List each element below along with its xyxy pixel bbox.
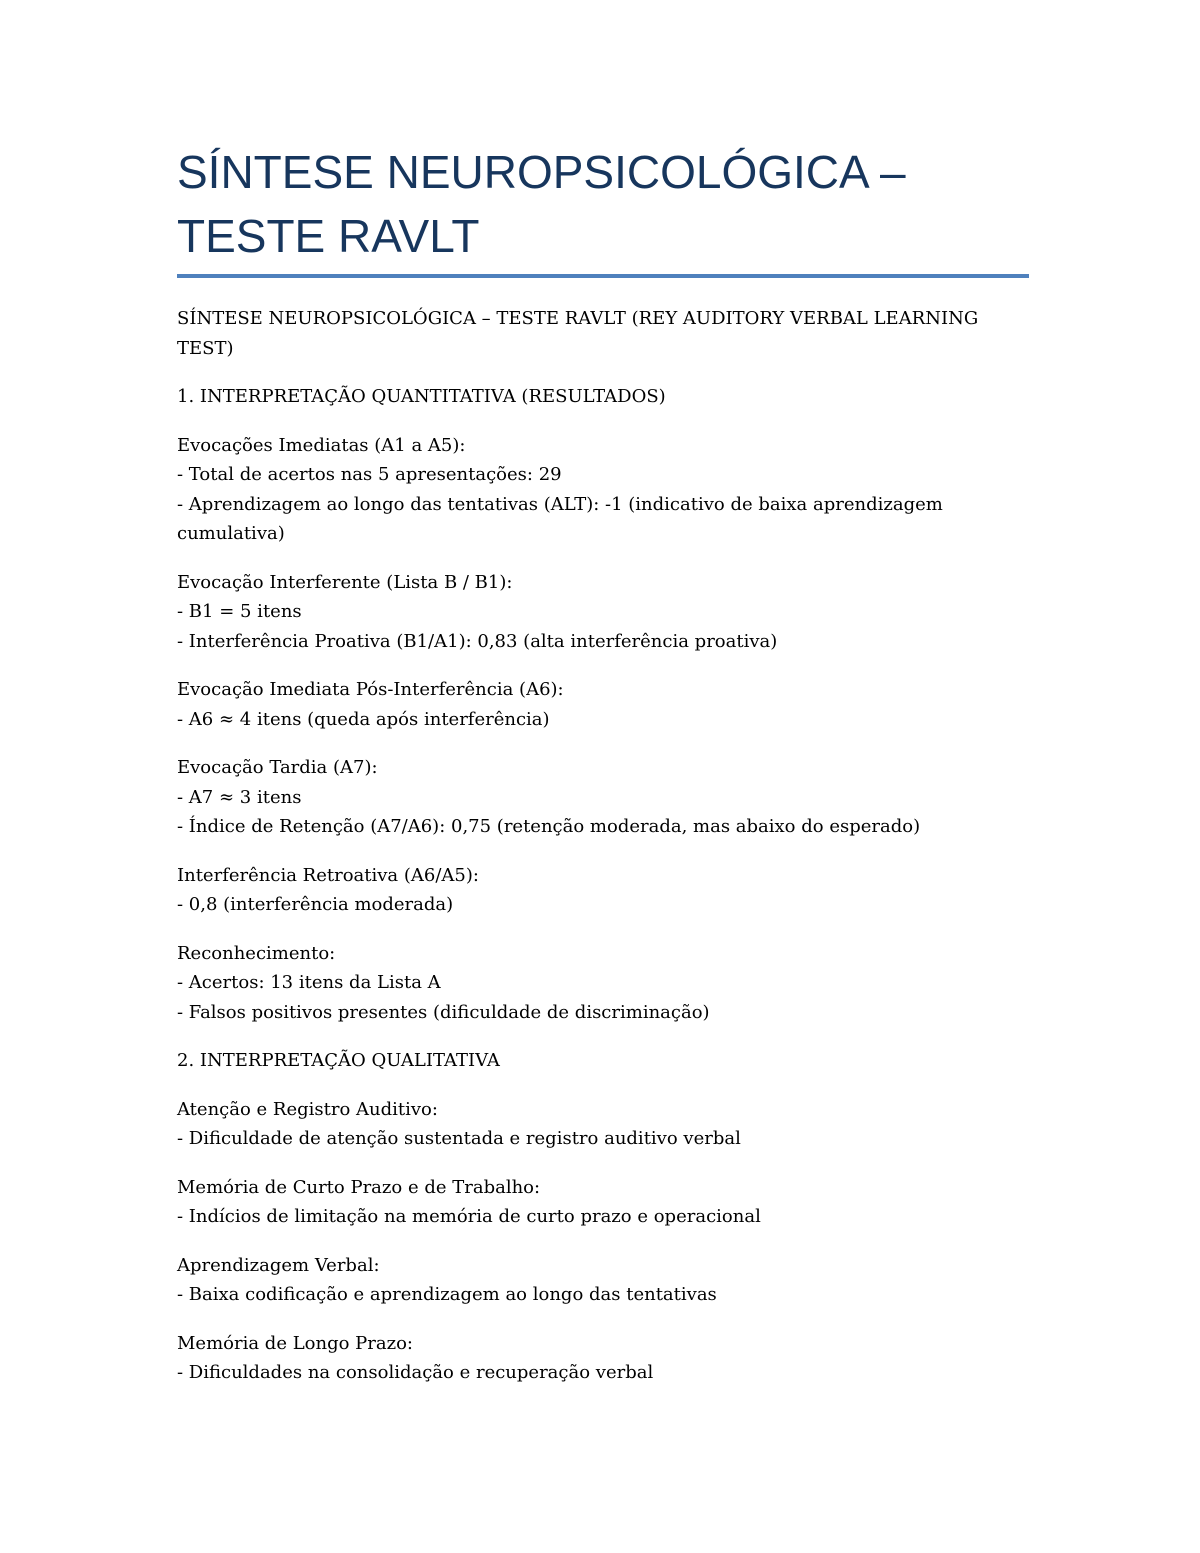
block-line: - Interferência Proativa (B1/A1): 0,83 (alta interferência proativa) [177, 630, 778, 652]
block-heading: Evocação Imediata Pós-Interferência (A6): [177, 679, 564, 700]
block-line: - Índice de Retenção (A7/A6): 0,75 (retenção moderada, mas abaixo do esperado) [177, 816, 921, 837]
block-line: - Dificuldades na consolidação e recuperação verbal [177, 1362, 654, 1383]
block-atencao-registro [177, 1095, 1029, 1154]
block-heading: Reconhecimento: [177, 942, 336, 964]
block-evocacoes-imediatas [177, 431, 1029, 549]
block-heading: Evocação Tardia (A7): [177, 757, 378, 778]
block-evocacao-tardia [177, 753, 1029, 842]
block-heading: Memória de Longo Prazo: [177, 1332, 413, 1354]
block-line: - Falsos positivos presentes (dificuldade de discriminação) [177, 1001, 710, 1023]
block-interferencia-retroativa [177, 861, 1029, 920]
block-line: - 0,8 (interferência moderada) [177, 894, 454, 915]
block-evocacao-interferente [177, 568, 1029, 657]
section-2-heading: 2. INTERPRETAÇÃO QUALITATIVA [177, 1050, 500, 1071]
block-line: - Dificuldade de atenção sustentada e registro auditivo verbal [177, 1128, 741, 1149]
block-heading: Atenção e Registro Auditivo: [177, 1098, 438, 1120]
block-aprendizagem-verbal [177, 1251, 1029, 1310]
title-underline-rule [177, 274, 1029, 278]
document-body [177, 304, 1029, 1388]
block-line: - B1 = 5 itens [177, 601, 302, 622]
block-line: - Baixa codificação e aprendizagem ao longo das tentativas [177, 1284, 717, 1305]
block-heading: Aprendizagem Verbal: [177, 1254, 380, 1276]
section-1-heading: 1. INTERPRETAÇÃO QUANTITATIVA (RESULTADOS) [177, 386, 666, 407]
block-line: - Indícios de limitação na memória de curto prazo e operacional [177, 1206, 761, 1227]
document-content [177, 140, 1029, 1407]
document-subtitle: SÍNTESE NEUROPSICOLÓGICA – TESTE RAVLT (REY AUDITORY VERBAL LEARNING TEST) [177, 308, 979, 359]
block-line: - Total de acertos nas 5 apresentações: 29 [177, 464, 562, 485]
block-heading: Evocações Imediatas (A1 a A5): [177, 434, 466, 456]
block-line: - A6 ≈ 4 itens (queda após interferência) [177, 708, 550, 730]
block-memoria-longo-prazo [177, 1329, 1029, 1388]
block-line: - Acertos: 13 itens da Lista A [177, 972, 441, 993]
document-title: SÍNTESE NEUROPSICOLÓGICA – TESTE RAVLT [177, 146, 906, 262]
block-heading: Evocação Interferente (Lista B / B1): [177, 571, 513, 593]
block-evocacao-pos-interferencia [177, 675, 1029, 734]
block-heading: Memória de Curto Prazo e de Trabalho: [177, 1176, 541, 1198]
block-heading: Interferência Retroativa (A6/A5): [177, 864, 479, 886]
block-memoria-curto-prazo [177, 1173, 1029, 1232]
block-reconhecimento [177, 939, 1029, 1028]
block-line: - Aprendizagem ao longo das tentativas (ALT): -1 (indicativo de baixa aprendizagem cumulativa) [177, 493, 943, 544]
block-line: - A7 ≈ 3 itens [177, 786, 302, 808]
